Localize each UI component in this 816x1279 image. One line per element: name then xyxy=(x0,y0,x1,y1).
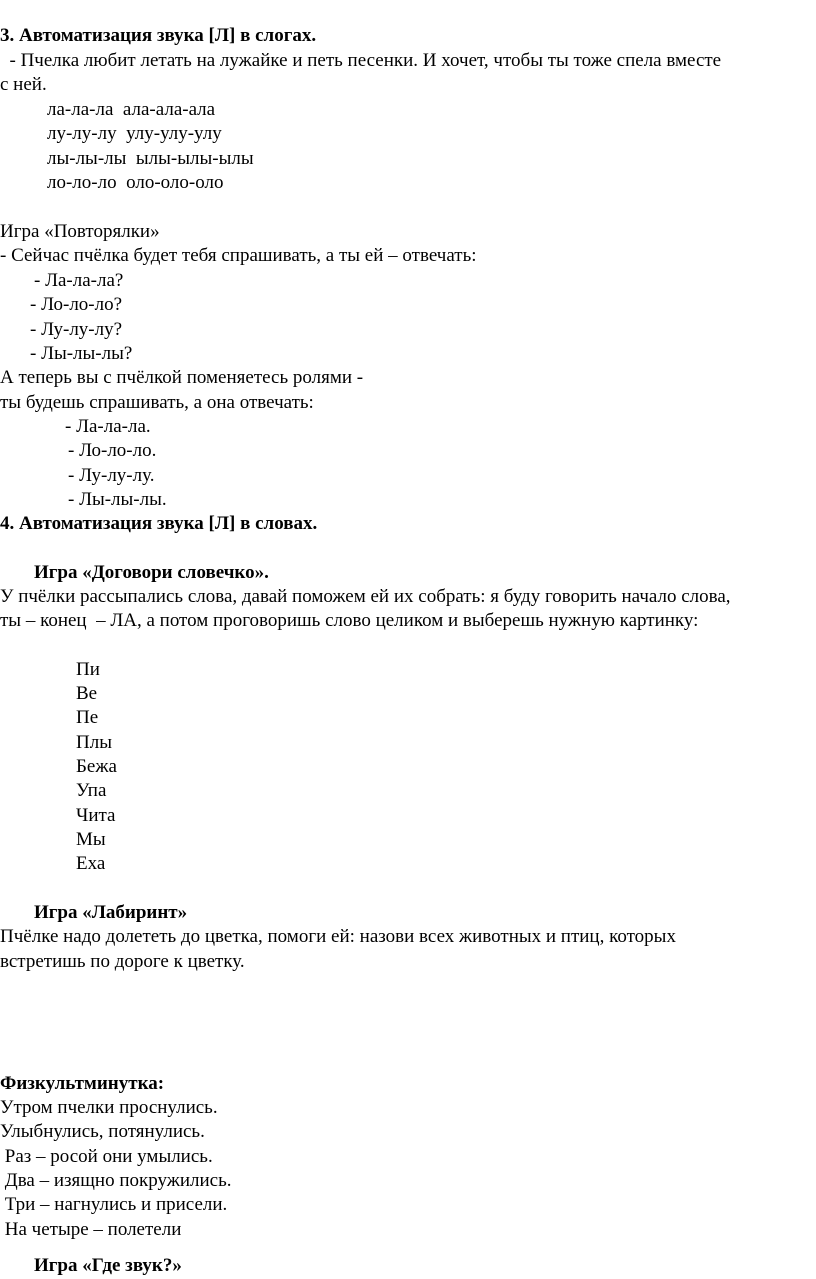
word-start: Чита xyxy=(76,805,116,826)
game-repeat-title: Игра «Повторялки» xyxy=(0,221,160,242)
labyrinth-line1: Пчёлке надо долететь до цветка, помоги ей: назови всех животных и птиц, которых xyxy=(0,926,676,947)
where-sound-title: Игра «Где звук?» xyxy=(34,1255,182,1276)
syllable-line: лы-лы-лы ылы-ылы-ылы xyxy=(47,148,254,169)
section3-intro-line1: - Пчелка любит летать на лужайке и петь песенки. И хочет, чтобы ты тоже спела вместе xyxy=(0,50,722,71)
answer-line: - Ло-ло-ло. xyxy=(68,440,157,461)
word-start: Упа xyxy=(76,780,107,801)
word-start: Плы xyxy=(76,732,112,753)
fizkult-line: Утром пчелки проснулись. xyxy=(0,1097,218,1118)
question-line: - Лу-лу-лу? xyxy=(30,319,123,340)
word-start: Пи xyxy=(76,659,100,680)
syllable-line: ло-ло-ло оло-оло-оло xyxy=(47,172,224,193)
answer-line: - Лы-лы-лы. xyxy=(68,489,167,510)
word-start: Бежа xyxy=(76,756,117,777)
section3-intro-line2: с ней. xyxy=(0,74,47,95)
word-start: Мы xyxy=(76,829,106,850)
question-line: - Лы-лы-лы? xyxy=(30,343,133,364)
question-line: - Ла-ла-ла? xyxy=(34,270,124,291)
word-start: Еха xyxy=(76,853,106,874)
question-line: - Ло-ло-ло? xyxy=(30,294,123,315)
fizkult-title: Физкультминутка: xyxy=(0,1073,165,1094)
section4-instruction-line2: ты – конец – ЛА, а потом проговоришь слово целиком и выберешь нужную картинку: xyxy=(0,610,699,631)
syllable-line: лу-лу-лу улу-улу-улу xyxy=(47,123,222,144)
syllable-line: ла-ла-ла ала-ала-ала xyxy=(47,99,216,120)
swap-line2: ты будешь спрашивать, а она отвечать: xyxy=(0,392,314,413)
fizkult-line: Два – изящно покружились. xyxy=(0,1170,232,1191)
section4-heading: 4. Автоматизация звука [Л] в словах. xyxy=(0,513,318,534)
fizkult-line: На четыре – полетели xyxy=(0,1219,182,1240)
answer-line: - Ла-ла-ла. xyxy=(65,416,151,437)
labyrinth-line2: встретишь по дороге к цветку. xyxy=(0,951,245,972)
swap-line1: А теперь вы с пчёлкой поменяетесь ролями - xyxy=(0,367,364,388)
word-start: Ве xyxy=(76,683,98,704)
word-start: Пе xyxy=(76,707,99,728)
section4-instruction-line1: У пчёлки рассыпались слова, давай поможем ей их собрать: я буду говорить начало слова, xyxy=(0,586,731,607)
fizkult-line: Улыбнулись, потянулись. xyxy=(0,1121,205,1142)
labyrinth-title: Игра «Лабиринт» xyxy=(34,902,188,923)
game-repeat-instruction: - Сейчас пчёлка будет тебя спрашивать, а ты ей – отвечать: xyxy=(0,245,477,266)
fizkult-line: Раз – росой они умылись. xyxy=(0,1146,213,1167)
answer-line: - Лу-лу-лу. xyxy=(68,465,155,486)
section3-heading: 3. Автоматизация звука [Л] в слогах. xyxy=(0,25,317,46)
fizkult-line: Три – нагнулись и присели. xyxy=(0,1194,228,1215)
game-finish-word-title: Игра «Договори словечко». xyxy=(34,562,269,583)
